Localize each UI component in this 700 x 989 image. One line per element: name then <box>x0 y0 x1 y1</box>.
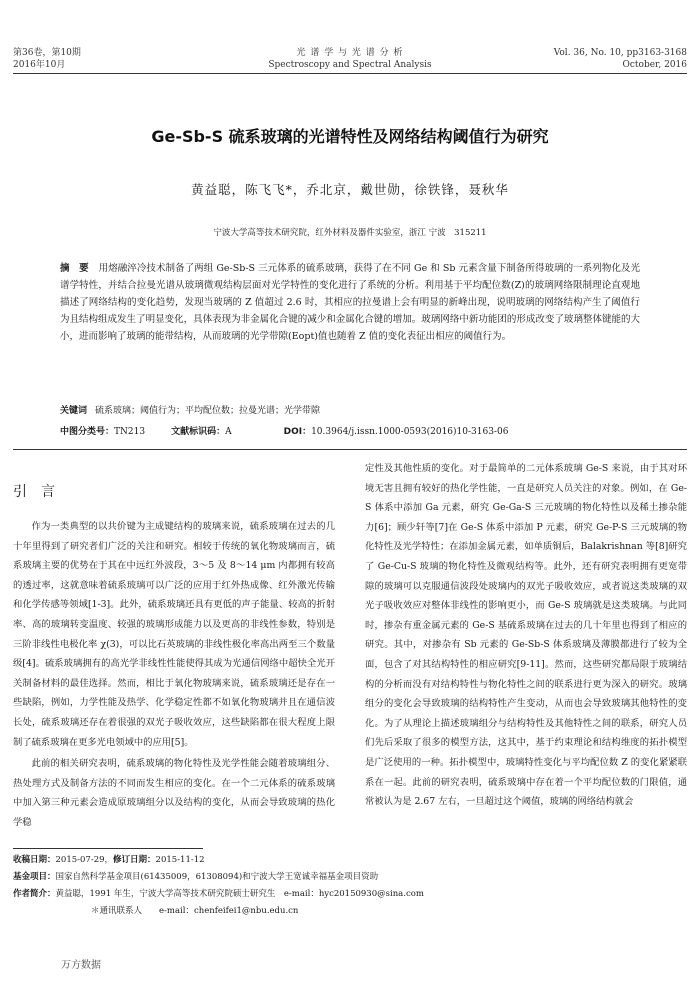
revised-label: 修订日期： <box>113 855 156 865</box>
journal-name-en: Spectroscopy and Spectral Analysis <box>268 60 432 70</box>
doi-value: 10.3964/j.issn.1000-0593(2016)10-3163-06 <box>311 427 509 437</box>
keywords-label: 关键词 <box>60 406 88 416</box>
doi-label: DOI： <box>283 427 312 437</box>
left-column <box>13 517 335 833</box>
corresponding-email: e-mail：chenfeifei1@nbu.edu.cn <box>159 906 299 916</box>
corresponding-label: ＊通讯联系人 <box>91 906 143 916</box>
abstract-text: 用熔融淬冷技术制备了两组 Ge-Sb-S 三元体系的硫系玻璃，获得了在不同 Ge 和 Sb 元素含量下制备所得玻璃的一系列物化及光谱学特性，并结合拉曼光谱从玻璃微观结构层面对光学特性的变化进行了系统的分析。利用基于平均配位数(Z)的玻璃网络限制理论直观地描述了网络结构的变化趋势，发现当玻璃的 Z 值超过 2.6 时，其相应的拉曼谱上会有明显的新峰出现，说明玻璃的网络结构产生了阈值行为且结构组成发生了明显变化，具体表现为非金属化合键的减少和金属化合键的增加。玻璃网络中新功能团的形成改变了玻璃整体键能的大小，进而影响了玻璃的能带结构，从而玻璃的光学带隙(Eopt)值也随着 Z 值的变化表征出相应的阈值行为。 <box>60 263 640 342</box>
clc-value: TN213 <box>114 427 146 437</box>
corresponding-line <box>13 903 673 920</box>
abstract <box>60 260 640 345</box>
issue-date: 2016年10月 <box>13 60 66 70</box>
received-label: 收稿日期： <box>13 855 56 865</box>
intro-paragraph-2: 此前的相关研究表明，硫系玻璃的物化特性及光学性能会随着玻璃组分、热处理方式及制备方法的不同而发生相应的变化。在一个二元体系的硫系玻璃中加入第三种元素会造成原玻璃组分以及结构的变化，从而会导致玻璃的热化学稳 <box>13 758 335 828</box>
abstract-label: 摘 要 <box>60 263 89 274</box>
received-date: 2015-07-29， <box>55 855 114 865</box>
fund-label: 基金项目： <box>13 872 56 882</box>
section-heading-introduction: 引 言 <box>13 484 55 500</box>
author-bio-text: 黄益聪，1991 年生，宁波大学高等技术研究院硕士研究生 e-mail：hyc20150930@sina.com <box>55 889 424 899</box>
month-year: October, 2016 <box>622 60 687 70</box>
author-list: 黄益聪，陈飞飞*，乔北京，戴世勋，徐铁锋，聂秋华 <box>191 182 509 197</box>
author-bio-label: 作者简介： <box>13 889 56 899</box>
header-divider <box>13 73 687 74</box>
volume-issue: 第36卷，第10期 <box>13 48 81 58</box>
keywords-text: 硫系玻璃；阈值行为；平均配位数；拉曼光谱；光学带隙 <box>95 406 321 416</box>
footnotes <box>13 852 673 920</box>
page-title: Ge-Sb-S 硫系玻璃的光谱特性及网络结构阈值行为研究 <box>151 127 549 146</box>
revised-date: 2015-11-12 <box>155 855 205 865</box>
footnote-divider <box>13 848 203 849</box>
doc-code-label: 文献标识码： <box>171 427 226 437</box>
journal-name-cn: 光 谱 学 与 光 谱 分 析 <box>296 48 404 58</box>
watermark: 万方数据 <box>61 960 101 971</box>
keywords <box>60 405 640 418</box>
dates-line <box>13 852 673 869</box>
abstract-divider <box>13 449 687 450</box>
intro-paragraph-3: 定性及其他性质的变化。对于最简单的二元体系玻璃 Ge-S 来说，由于其对环境无害且拥有较好的热化学性能，一直是研究人员关注的对象。例如，在 Ge-S 体系中添加 Ga 元素，研究 Ge-Ga-S 三元玻璃的物化特性以及稀土掺杂能力[6]；顾少轩等[7]在 Ge-S 体系中添加 P 元素，研究 Ge-P-S 三元玻璃的物化特性及光学特性；在添加金属元素，如单质铜后，Balakrishnan 等[8]研究了 Ge-Cu-S 玻璃的物化特性及微观结构等。此外，还有研究表明拥有更宽带隙的玻璃可以克服通信波段处玻璃内的双光子吸收效应，或者说这类玻璃的双光子吸收效应对整体非线性的影响更小，而 Ge-S 玻璃就是这类玻璃。与此同时，掺杂有重金属元素的 Ge-S 基硫系玻璃在过去的几十年里也得到了相应的研究。其中，对掺杂有 Sb 元素的 Ge-Sb-S 体系玻璃及薄膜都进行了较为全面，包含了对其结构特性的相应研究[9-11]。然而，这些研究都局限于玻璃结构的分析而没有对结构特性与物化特性之间的联系进行更为深入的研究。玻璃组分的变化会导致玻璃的结构特性产生变动，从而也会导致玻璃其他特性的变化。为了从理论上描述玻璃组分与结构特性及其他特性之间的联系，研究人员们先后采取了很多的模型方法，这其中，基于约束理论和结构维度的拓扑模型是广泛使用的一种。拓扑模型中，玻璃特性变化与平均配位数 Z 的变化紧紧联系在一起。此前的研究表明，硫系玻璃中存在着一个平均配位数的门限值，通常被认为是 2.67 左右，一旦超过这个阈值，玻璃的网络结构就会 <box>365 463 687 808</box>
right-column <box>365 459 687 812</box>
journal-volume-en <box>554 47 687 71</box>
affiliation: 宁波大学高等技术研究院，红外材料及器件实验室，浙江 宁波 315211 <box>213 228 487 238</box>
author-bio-line <box>13 886 673 903</box>
volume-pages: Vol. 36, No. 10, pp3163-3168 <box>553 48 687 58</box>
fund-line <box>13 869 673 886</box>
intro-paragraph-1: 作为一类典型的以共价键为主成键结构的玻璃来说，硫系玻璃在过去的几十年里得到了研究者们广泛的关注和研究。相较于传统的氧化物玻璃而言，硫系玻璃主要的优势在于其在中远红外波段，3～5 及 8～14 μm 内都拥有较高的透过率，这就意味着硫系玻璃可以广泛的应用于红外热成像、红外激光传输和化学传感等领域[1-3]。此外，硫系玻璃还具有更低的声子能量、较高的折射率、高的玻璃转变温度、较强的玻璃形成能力以及更高的非线性参数，特别是三阶非线性电极化率 χ(3)，可以比石英玻璃的非线性极化率高出两至三个数量级[4]。硫系玻璃拥有的高光学非线性性能使得其成为光通信网络中超快全光开关制备材料的最佳选择。然而，相比于氧化物玻璃来说，硫系玻璃还是存在一些缺陷，例如，力学性能及热学、化学稳定性都不如氧化物玻璃并且在通信波长处，硫系玻璃还存在着很强的双光子吸收效应，这些缺陷都在很大程度上限制了硫系玻璃在更多光电领域中的应用[5]。 <box>13 521 335 748</box>
fund-text: 国家自然科学基金项目(61435009，61308094)和宁波大学王宽诚幸福基金项目资助 <box>55 872 379 882</box>
doc-code-value: A <box>225 427 232 437</box>
clc-label: 中图分类号： <box>60 427 115 437</box>
classification-line <box>60 426 640 439</box>
